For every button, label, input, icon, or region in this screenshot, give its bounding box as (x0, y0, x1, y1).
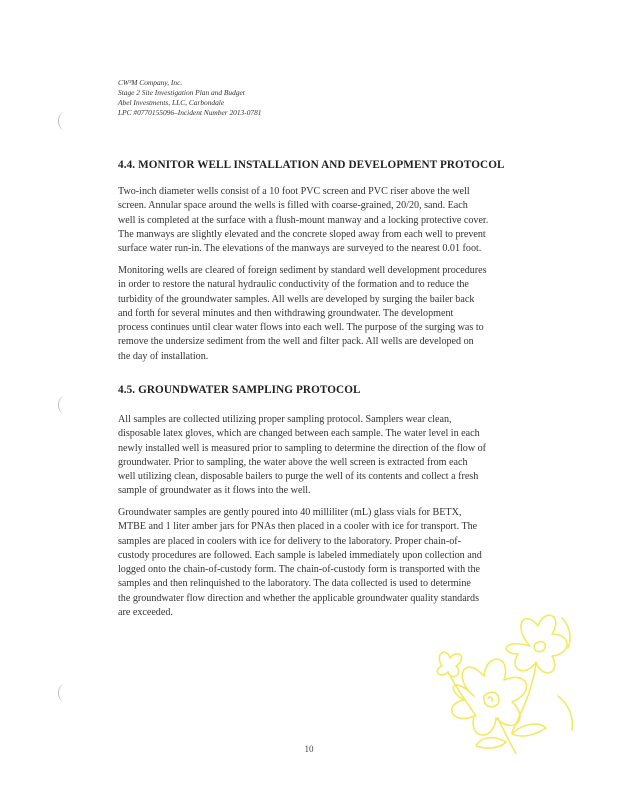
text-line: the day of installation. (118, 350, 209, 362)
text-line: well is completed at the surface with a flush-mount manway and a locking protective cover. (118, 214, 489, 226)
text-line: samples are placed in coolers with ice for delivery to the laboratory. Proper chain-of- (118, 535, 461, 547)
text-line: screen. Annular space around the wells is filled with coarse-grained, 20/20, sand. Each (118, 200, 468, 212)
punch-hole-bottom (58, 684, 71, 702)
text-line: and forth for several minutes and then withdrawing groundwater. The development (118, 307, 454, 319)
text-line: logged onto the chain-of-custody form. The chain-of-custody form is transported with the (118, 564, 480, 576)
text-line: Monitoring wells are cleared of foreign sediment by standard well development procedures (118, 265, 487, 276)
text-line: Two-inch diameter wells consist of a 10 foot PVC screen and PVC riser above the well (118, 186, 470, 197)
text-line: Groundwater samples are gently poured into 40 milliliter (mL) glass vials for BETX, (118, 507, 462, 518)
section-4-4-paragraph-2 (118, 264, 548, 364)
flower-doodle-icon (412, 604, 582, 754)
header-incident: LPC #0770155096–Incident Number 2013-0781 (118, 108, 262, 117)
text-line: disposable latex gloves, which are changed between each sample. The water level in each (118, 428, 480, 440)
text-line: newly installed well is measured prior to sampling to determine the direction of the flow of (118, 442, 487, 454)
header-company: CW³M Company, Inc. (118, 78, 183, 87)
text-line: All samples are collected utilizing proper sampling protocol. Samplers wear clean, (118, 414, 452, 425)
text-line: well utilizing clean, disposable bailers to purge the well of its contents and collect a fresh (118, 471, 479, 483)
section-4-4-paragraph-1 (118, 185, 548, 256)
text-line: turbidity of the groundwater samples. All wells are developed by surging the bailer back (118, 293, 475, 305)
punch-hole-top (58, 112, 71, 130)
header-document-title: Stage 2 Site Investigation Plan and Budget (118, 88, 245, 97)
section-4-5-paragraph-1 (118, 413, 548, 499)
text-line: are exceeded. (118, 607, 173, 619)
text-line: MTBE and 1 liter amber jars for PNAs then placed in a cooler with ice for transport. The (118, 521, 478, 533)
text-line: surface water run-in. The elevations of the manways are surveyed to the nearest 0.01 foot. (118, 243, 482, 255)
section-4-4-heading: 4.4. MONITOR WELL INSTALLATION AND DEVELOPMENT PROTOCOL (118, 159, 505, 171)
text-line: custody procedures are followed. Each sample is labeled immediately upon collection and (118, 549, 482, 561)
punch-hole-middle (58, 396, 71, 414)
section-4-5-heading: 4.5. GROUNDWATER SAMPLING PROTOCOL (118, 384, 361, 396)
text-line: in order to restore the natural hydraulic conductivity of the formation and to reduce the (118, 279, 469, 291)
text-line: sample of groundwater as it flows into the well. (118, 485, 311, 497)
text-line: remove the undersize sediment from the well and filter pack. All wells are developed on (118, 336, 474, 348)
text-line: groundwater. Prior to sampling, the water above the well screen is extracted from each (118, 456, 468, 468)
text-line: The manways are slightly elevated and the concrete sloped away from each well to prevent (118, 228, 486, 240)
text-line: samples and then relinquished to the laboratory. The data collected is used to determine (118, 578, 471, 590)
running-header (118, 78, 262, 118)
text-line: the groundwater flow direction and whether the applicable groundwater quality standards (118, 592, 480, 604)
text-line: process continues until clear water flows into each well. The purpose of the surging was to (118, 322, 484, 334)
header-client: Abel Investments, LLC, Carbondale (118, 98, 225, 107)
page-number: 10 (304, 744, 314, 754)
